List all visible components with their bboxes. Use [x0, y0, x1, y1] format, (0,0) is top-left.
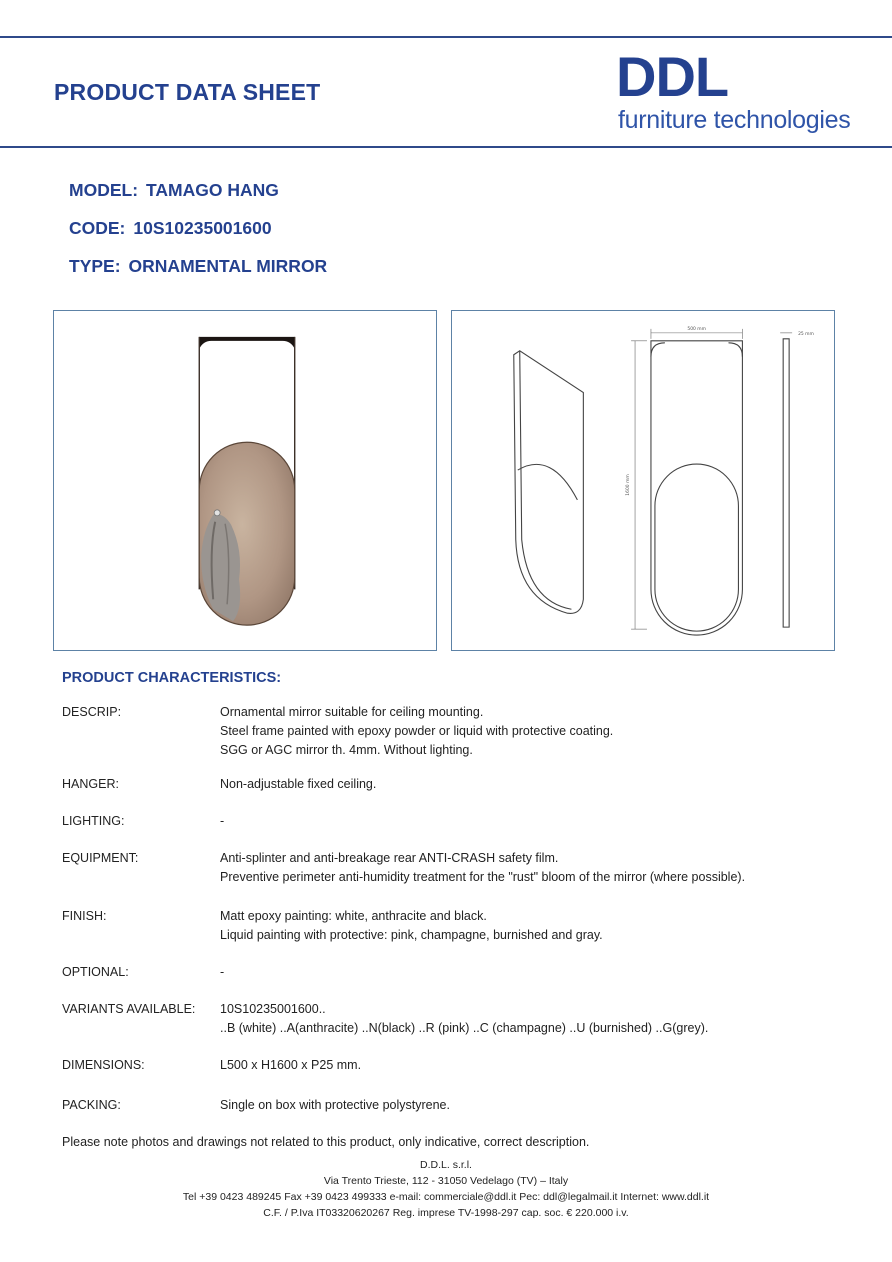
value-line: Matt epoxy painting: white, anthracite and black. — [220, 909, 487, 923]
row-label: EQUIPMENT: — [62, 851, 139, 865]
value-line: Liquid painting with protective: pink, champagne, burnished and gray. — [220, 928, 603, 942]
value-line: 10S10235001600.. — [220, 1002, 326, 1016]
row-label: OPTIONAL: — [62, 965, 129, 979]
code-value: 10S10235001600 — [133, 218, 272, 238]
value-line: SGG or AGC mirror th. 4mm. Without lighting. — [220, 743, 473, 757]
row-value — [220, 1056, 860, 1075]
model-line — [69, 180, 279, 201]
row-label: FINISH: — [62, 909, 107, 923]
row-label: PACKING: — [62, 1098, 121, 1112]
value-line: Single on box with protective polystyrene. — [220, 1098, 450, 1112]
row-label: VARIANTS AVAILABLE: — [62, 1002, 196, 1016]
row-label: HANGER: — [62, 777, 119, 791]
row-value — [220, 775, 860, 794]
value-line: - — [220, 814, 225, 828]
code-line — [69, 218, 272, 239]
row-label: LIGHTING: — [62, 814, 125, 828]
header-top-rule — [0, 36, 892, 38]
mirror-drawing-illustration — [452, 311, 834, 650]
width-dimension-label: 500 mm — [687, 326, 707, 332]
height-dimension-label: 1600 mm — [626, 474, 632, 496]
depth-dimension-label: 25 mm — [798, 331, 814, 337]
value-line: - — [220, 965, 225, 979]
document-title: PRODUCT DATA SHEET — [54, 79, 321, 105]
model-label: MODEL: — [69, 180, 139, 200]
mirror-photo-illustration — [54, 311, 436, 650]
value-line: L500 x H1600 x P25 mm. — [220, 1058, 362, 1072]
ddl-logo — [616, 45, 856, 134]
value-line: Ornamental mirror suitable for ceiling mounting. — [220, 705, 484, 719]
row-value — [220, 849, 860, 887]
type-line — [69, 256, 327, 277]
row-label: DESCRIP: — [62, 705, 122, 719]
code-label: CODE: — [69, 218, 126, 238]
type-label: TYPE: — [69, 256, 121, 276]
row-value — [220, 907, 860, 945]
value-line: Non-adjustable fixed ceiling. — [220, 777, 377, 791]
value-line: Preventive perimeter anti-humidity treatment for the "rust" bloom of the mirror (where possible). — [220, 870, 746, 884]
row-value — [220, 1000, 860, 1038]
value-line: Steel frame painted with epoxy powder or liquid with protective coating. — [220, 724, 614, 738]
row-value — [220, 963, 860, 982]
model-value: TAMAGO HANG — [146, 180, 279, 200]
row-value — [220, 1096, 860, 1115]
product-photo — [53, 310, 437, 651]
footer-contacts: Tel +39 0423 489245 Fax +39 0423 499333 e-mail: commerciale@ddl.it Pec: ddl@legalmail.it Internet: www.ddl.it — [182, 1191, 710, 1203]
value-line: Anti-splinter and anti-breakage rear ANTI-CRASH safety film. — [220, 851, 559, 865]
type-value: ORNAMENTAL MIRROR — [128, 256, 328, 276]
footer-address: Via Trento Trieste, 112 - 31050 Vedelago (TV) – Italy — [323, 1175, 569, 1187]
logo-subtitle: furniture technologies — [618, 106, 851, 134]
technical-drawing — [451, 310, 835, 651]
characteristics-title: PRODUCT CHARACTERISTICS: — [62, 670, 282, 686]
footer-registration: C.F. / P.Iva IT03320620267 Reg. imprese TV-1998-297 cap. soc. € 220.000 i.v. — [263, 1207, 629, 1219]
row-label: DIMENSIONS: — [62, 1058, 145, 1072]
company-footer — [0, 1157, 892, 1221]
header-bottom-rule — [0, 146, 892, 148]
footer-company-name: D.D.L. s.r.l. — [420, 1159, 472, 1171]
logo-mark: DDL — [616, 45, 729, 108]
disclaimer-note: Please note photos and drawings not related to this product, only indicative, correct description. — [62, 1135, 590, 1149]
value-line: ..B (white) ..A(anthracite) ..N(black) ..R (pink) ..C (champagne) ..U (burnished) ..G(grey). — [220, 1021, 709, 1035]
row-value — [220, 703, 860, 760]
row-value — [220, 812, 860, 831]
